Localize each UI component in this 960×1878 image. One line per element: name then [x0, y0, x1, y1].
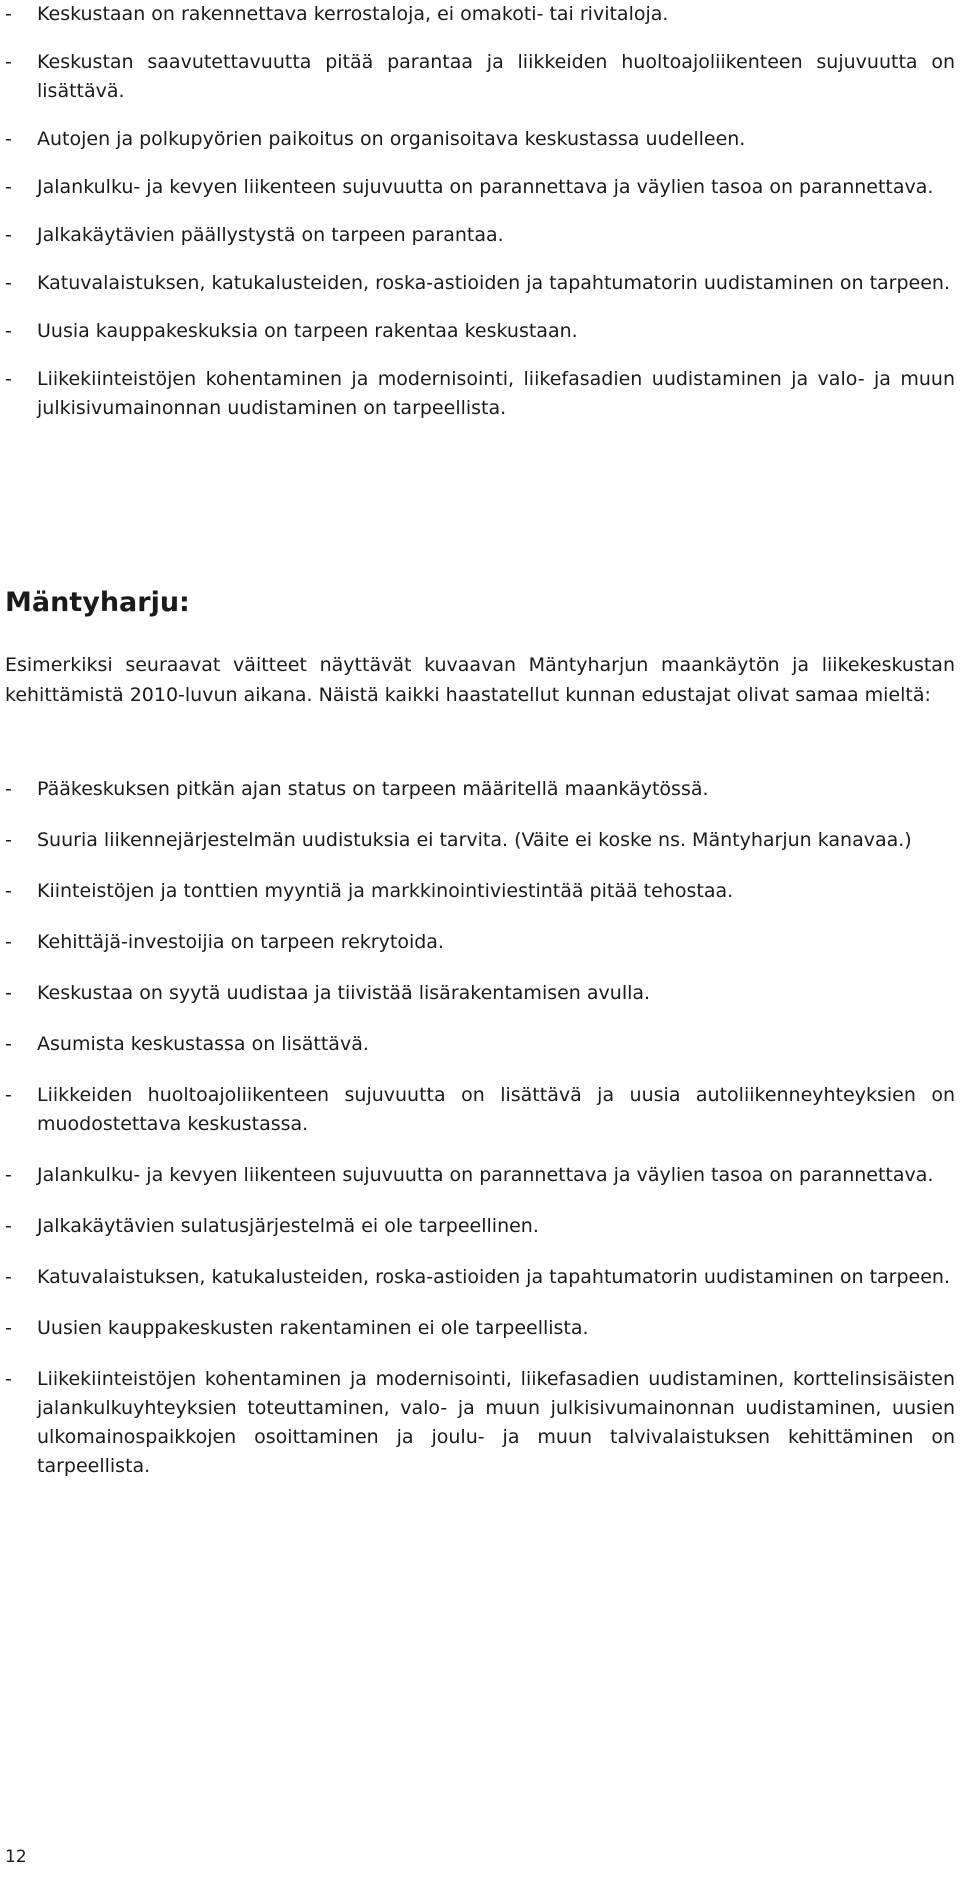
list-item-text: Katuvalaistuksen, katukalusteiden, roska-astioiden ja tapahtumatorin uudistaminen on tarpeen. — [37, 272, 951, 294]
list-item — [5, 365, 955, 423]
bullet-dash: - — [5, 982, 12, 1004]
bullet-dash: - — [5, 176, 12, 198]
bullet-dash: - — [5, 368, 12, 390]
list-item-text: Uusia kauppakeskuksia on tarpeen rakentaa keskustaan. — [37, 320, 578, 342]
list-item — [5, 1030, 955, 1059]
list-item — [5, 1081, 955, 1139]
intro-paragraph: Esimerkiksi seuraavat väitteet näyttävät kuvaavan Mäntyharjun maankäytön ja liikekeskustan kehittämistä 2010-luvun aikana. Näistä kaikki haastatellut kunnan edustajat olivat samaa mieltä: — [5, 654, 955, 706]
list-item — [5, 1365, 955, 1481]
list-item — [5, 173, 955, 202]
bullet-dash: - — [5, 778, 12, 800]
list-item — [5, 928, 955, 957]
bullet-dash: - — [5, 320, 12, 342]
bullet-list-mantyharju — [5, 775, 955, 1503]
list-item-text: Kiinteistöjen ja tonttien myyntiä ja markkinointiviestintää pitää tehostaa. — [37, 880, 734, 902]
list-item-text: Liikekiinteistöjen kohentaminen ja modernisointi, liikefasadien uudistaminen ja valo- ja muun julkisivumainonnan uudistaminen on tarpeellista. — [37, 368, 955, 419]
bullet-dash: - — [5, 1368, 12, 1390]
bullet-dash: - — [5, 272, 12, 294]
list-item-text: Suuria liikennejärjestelmän uudistuksia ei tarvita. (Väite ei koske ns. Mäntyharjun kanavaa.) — [37, 829, 912, 851]
list-item-text: Uusien kauppakeskusten rakentaminen ei ole tarpeellista. — [37, 1317, 589, 1339]
bullet-dash: - — [5, 3, 12, 25]
list-item — [5, 125, 955, 154]
list-item-text: Katuvalaistuksen, katukalusteiden, roska-astioiden ja tapahtumatorin uudistaminen on tarpeen. — [37, 1266, 951, 1288]
bullet-dash: - — [5, 1033, 12, 1055]
list-item — [5, 1212, 955, 1241]
list-item-text: Pääkeskuksen pitkän ajan status on tarpeen määritellä maankäytössä. — [37, 778, 709, 800]
section-heading: Mäntyharju: — [5, 587, 190, 618]
bullet-dash: - — [5, 931, 12, 953]
list-item — [5, 317, 955, 346]
list-item-text: Liikkeiden huoltoajoliikenteen sujuvuutta on lisättävä ja uusia autoliikenneyhteyksien on muodostettava keskustassa. — [37, 1084, 955, 1135]
list-item — [5, 221, 955, 250]
list-item-text: Jalkakäytävien sulatusjärjestelmä ei ole tarpeellinen. — [37, 1215, 539, 1237]
list-item-text: Kehittäjä-investoijia on tarpeen rekrytoida. — [37, 931, 444, 953]
list-item — [5, 1263, 955, 1292]
list-item-text: Asumista keskustassa on lisättävä. — [37, 1033, 369, 1055]
bullet-dash: - — [5, 128, 12, 150]
bullet-dash: - — [5, 1266, 12, 1288]
list-item — [5, 48, 955, 106]
list-item-text: Liikekiinteistöjen kohentaminen ja modernisointi, liikefasadien uudistaminen, korttelinsisäisten jalankulkuyhteyksien toteuttaminen, valo- ja muun julkisivumainonnan uudistaminen, uusien ulkomainospaikkojen osoittaminen ja joulu- ja muun talvivalaistuksen kehittäminen on tarpeellista. — [37, 1368, 955, 1477]
list-item — [5, 0, 955, 29]
list-item-text: Autojen ja polkupyörien paikoitus on organisoitava keskustassa uudelleen. — [37, 128, 746, 150]
list-item — [5, 826, 955, 855]
list-item — [5, 877, 955, 906]
list-item — [5, 269, 955, 298]
list-item — [5, 979, 955, 1008]
list-item — [5, 1314, 955, 1343]
list-item-text: Jalkakäytävien päällystystä on tarpeen parantaa. — [37, 224, 504, 246]
list-item-text: Keskustaan on rakennettava kerrostaloja, ei omakoti- tai rivitaloja. — [37, 3, 669, 25]
bullet-dash: - — [5, 829, 12, 851]
bullet-dash: - — [5, 1215, 12, 1237]
bullet-list-keskusta — [5, 0, 955, 442]
bullet-dash: - — [5, 1084, 12, 1106]
list-item-text: Jalankulku- ja kevyen liikenteen sujuvuutta on parannettava ja väylien tasoa on parannettava. — [37, 176, 934, 198]
list-item-text: Keskustaa on syytä uudistaa ja tiivistää lisärakentamisen avulla. — [37, 982, 651, 1004]
bullet-dash: - — [5, 880, 12, 902]
list-item-text: Keskustan saavutettavuutta pitää parantaa ja liikkeiden huoltoajoliikenteen sujuvuutta on lisättävä. — [37, 51, 955, 102]
bullet-dash: - — [5, 224, 12, 246]
bullet-dash: - — [5, 51, 12, 73]
list-item — [5, 1161, 955, 1190]
list-item-text: Jalankulku- ja kevyen liikenteen sujuvuutta on parannettava ja väylien tasoa on parannettava. — [37, 1164, 934, 1186]
bullet-dash: - — [5, 1317, 12, 1339]
bullet-dash: - — [5, 1164, 12, 1186]
page-number: 12 — [5, 1847, 27, 1867]
list-item — [5, 775, 955, 804]
